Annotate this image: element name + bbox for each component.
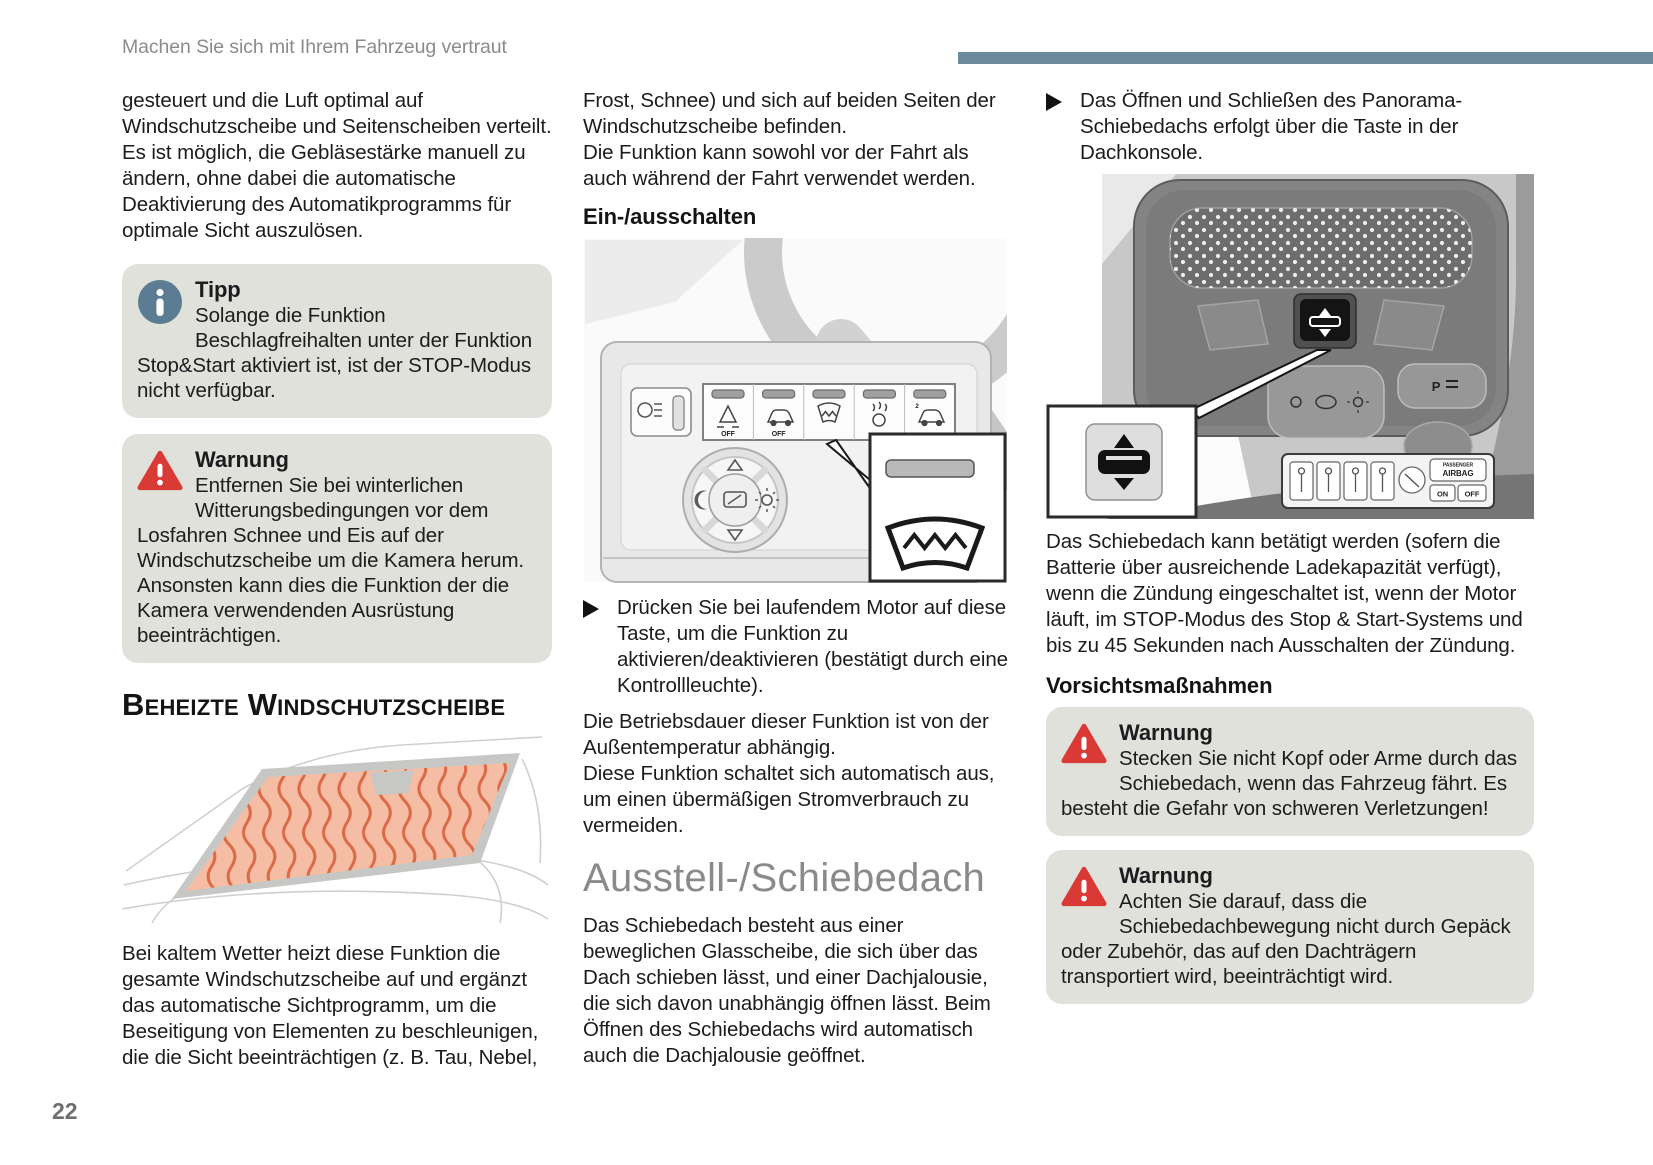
body-paragraph <box>583 709 1011 839</box>
windshield-heat-button-callout <box>870 434 1005 581</box>
breadcrumb: Machen Sie sich mit Ihrem Fahrzeug vertraut <box>122 36 507 58</box>
warning-body: Stecken Sie nicht Kopf oder Arme durch das Schiebedach, wenn das Fahrzeug fährt. Es besteht die Gefahr von schweren Verletzungen! <box>1061 747 1518 820</box>
rotary-lighting-knob <box>683 448 787 552</box>
column-left <box>122 88 552 1071</box>
speaker-grille <box>1170 208 1472 288</box>
warning-title: Warnung <box>1119 720 1213 745</box>
column-middle <box>583 88 1011 1069</box>
passenger-label: PASSENGER <box>1442 462 1474 469</box>
subheading-precautions: Vorsichtsmaßnahmen <box>1046 673 1273 698</box>
subheading-on-off: Ein-/ausschalten <box>583 204 757 229</box>
headlight-switch-icon <box>631 388 691 436</box>
airbag-label: AIRBAG <box>1442 469 1474 478</box>
instruction-bullet <box>1046 88 1534 166</box>
warning-icon <box>1061 722 1107 768</box>
column-right <box>1046 88 1534 1004</box>
tip-box <box>122 264 552 418</box>
sunroof-button-callout <box>1048 406 1196 517</box>
info-icon <box>137 279 183 325</box>
arrow-bullet-icon <box>1046 88 1080 166</box>
paragraph-line: Frost, Schnee) und sich auf beiden Seiten der Windschutzscheibe befinden. <box>583 89 996 138</box>
warning-box <box>1046 850 1534 1004</box>
dashboard-switch-illustration <box>583 238 1007 583</box>
tip-body: Solange die Funktion Beschlagfreihalten unter der Funktion Stop&Start aktiviert ist, ist der STOP-Modus nicht verfügbar. <box>137 304 533 402</box>
button-label-off-1: OFF <box>721 431 735 438</box>
reading-lamp-right <box>1374 300 1444 350</box>
paragraph-line: Die Betriebsdauer dieser Funktion ist von der Außentemperatur abhängig. <box>583 710 989 759</box>
warning-box <box>122 434 552 663</box>
bullet-text: Das Öffnen und Schließen des Panorama-Schiebedachs erfolgt über die Taste in der Dachkonsole. <box>1080 89 1463 164</box>
sunroof-operation-paragraph: Das Schiebedach kann betätigt werden (sofern die Batterie über ausreichende Ladekapazität verfügt), wenn die Zündung eingeschaltet ist, wenn der Motor läuft, im STOP-Modus des Stop & Start-Systems und bis zu 45 Sekunden nach Ausschalten der Zündung. <box>1046 530 1523 657</box>
accent-bar <box>958 52 1653 64</box>
section-heading-sunroof: Ausstell-/Schiebedach <box>583 856 986 900</box>
warning-title: Warnung <box>1119 863 1213 888</box>
section-heading-heated-windshield: Beheizte Windschutzscheibe <box>122 687 506 722</box>
page-number: 22 <box>52 1098 78 1124</box>
paragraph-line: Die Funktion kann sowohl vor der Fahrt als auch während der Fahrt verwendet werden. <box>583 141 976 190</box>
airbag-on-label: ON <box>1436 489 1449 499</box>
roof-console-illustration <box>1046 174 1534 519</box>
warning-icon <box>1061 865 1107 911</box>
tip-title: Tipp <box>195 277 241 302</box>
warning-body: Entfernen Sie bei winterlichen Witterungsbedingungen vor dem Losfahren Schnee und Eis auf der Windschutzscheibe um die Kamera herum. <box>137 474 525 572</box>
button-label-2: 2 <box>915 403 919 410</box>
airbag-off-label: OFF <box>1464 489 1480 499</box>
paragraph-line: Es ist möglich, die Gebläsestärke manuell zu ändern, ohne dabei die automatische Deaktivierung des Automatikprogramms für optimale Sicht auszulösen. <box>122 141 526 242</box>
warning-box <box>1046 707 1534 836</box>
intro-paragraph <box>583 88 1011 192</box>
heated-windshield-illustration <box>122 733 550 925</box>
paragraph-line: gesteuert und die Luft optimal auf Windschutzscheibe und Seitenscheiben verteilt. <box>122 89 552 138</box>
outro-paragraph: Bei kaltem Wetter heizt diese Funktion die gesamte Windschutzscheibe auf und ergänzt das automatische Sichtprogramm, um die Beseitigung von Elementen zu beschleunigen, die die Sicht beeinträchtigen (z. B. Tau, Nebel, <box>122 942 539 1069</box>
warning-icon <box>137 449 183 495</box>
intro-paragraph <box>122 88 552 244</box>
sunroof-button <box>1294 294 1356 348</box>
bullet-text: Drücken Sie bei laufendem Motor auf diese Taste, um die Funktion zu aktivieren/deaktivieren (bestätigt durch eine Kontrollleuchte). <box>617 596 1008 697</box>
button-label-off-2: OFF <box>771 431 786 438</box>
reading-lamp-left <box>1198 300 1268 350</box>
warning-label-strip <box>1282 454 1494 508</box>
warning-body: Achten Sie darauf, dass die Schiebedachbewegung nicht durch Gepäck oder Zubehör, das auf den Dachträgern transportiert wird, beeinträchtigt wird. <box>1061 890 1511 988</box>
sunroof-paragraph: Das Schiebedach besteht aus einer beweglichen Glasscheibe, die sich über das Dach schieben lässt, und einer Dachjalousie, die sich davon unabhängig öffnen lässt. Beim Öffnen des Schiebedachs wird automatisch auch die Dachjalousie geöffnet. <box>583 914 991 1067</box>
arrow-bullet-icon <box>583 595 617 699</box>
parking-assist-pod <box>1398 364 1486 408</box>
paragraph-line: Diese Funktion schaltet sich automatisch aus, um einen übermäßigen Stromverbrauch zu vermeiden. <box>583 762 995 837</box>
warning-body: Ansonsten kann dies die Funktion der die Kamera verwendenden Ausrüstung beeinträchtigen. <box>137 574 510 647</box>
parking-label: P <box>1431 379 1441 394</box>
lighting-pod <box>1268 366 1384 438</box>
warning-title: Warnung <box>195 447 289 472</box>
instruction-bullet <box>583 595 1011 699</box>
